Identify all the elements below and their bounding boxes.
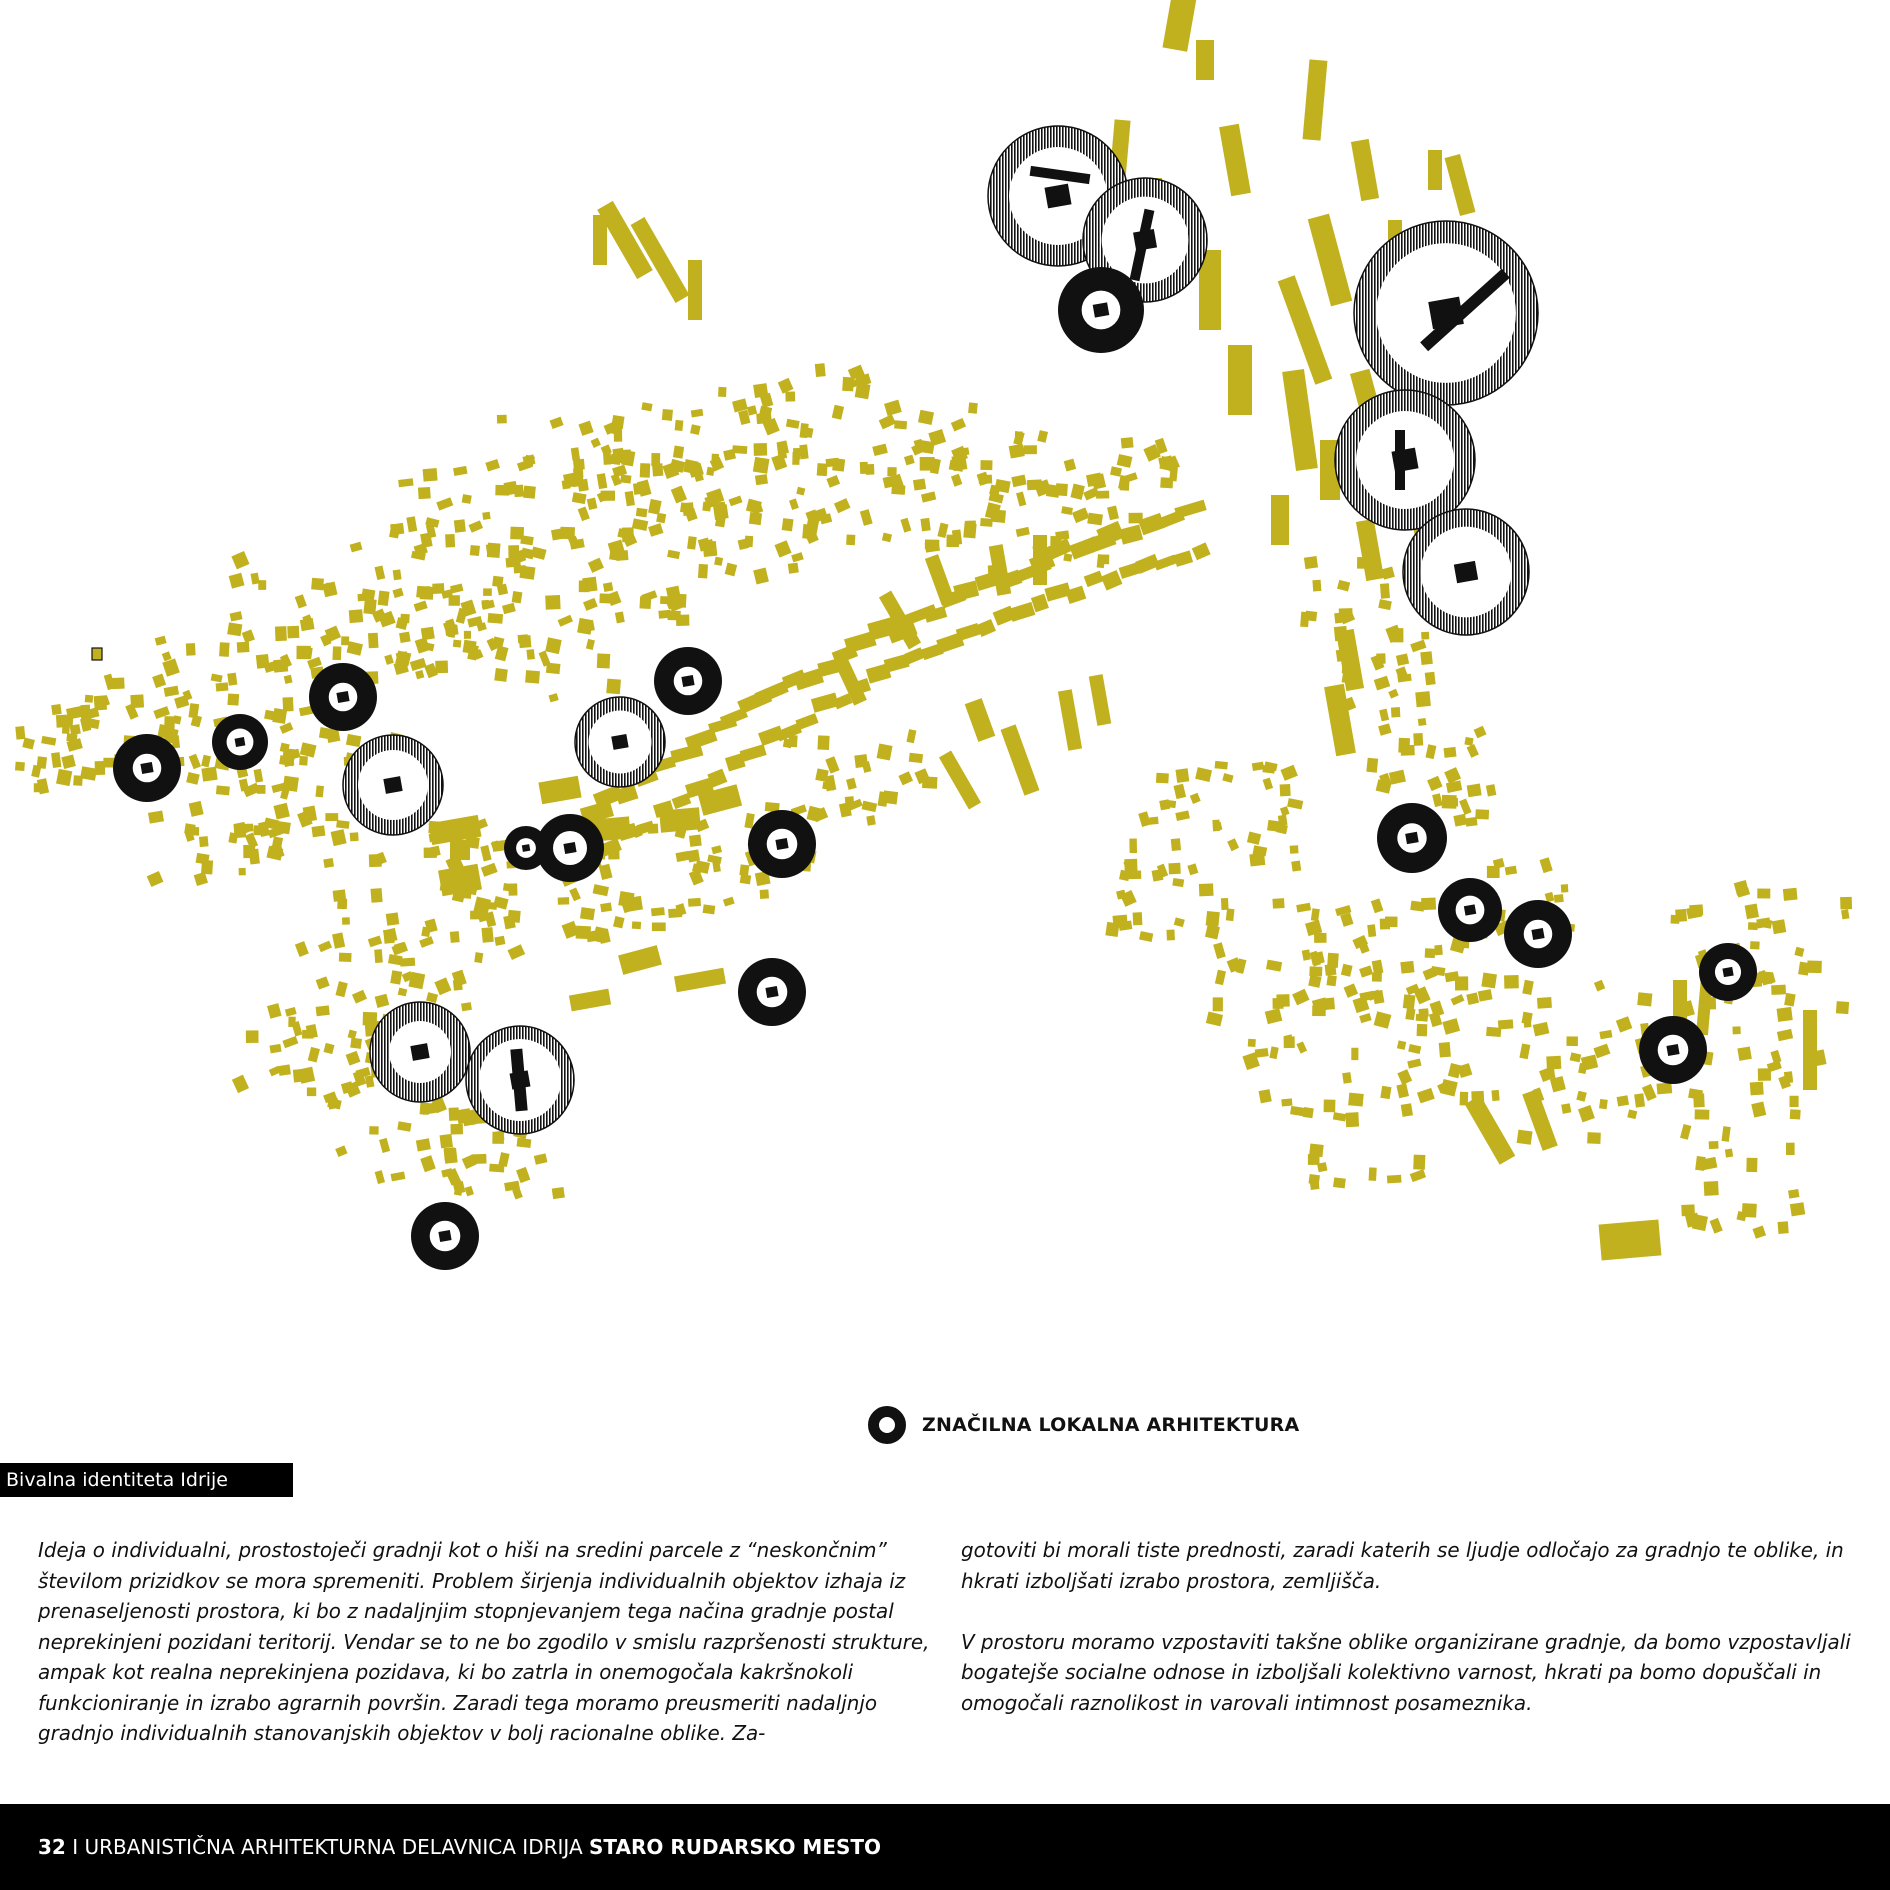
footer-separator: I <box>65 1835 85 1859</box>
footer-title: URBANISTIČNA ARHITEKTURNA DELAVNICA IDRIJA <box>84 1835 589 1859</box>
page-number: 32 <box>38 1835 66 1859</box>
paragraph: V prostoru moramo vzpostaviti takšne oblike organizirane gradnje, da bomo vzpostavljali bogatejše socialne odnose in izboljšali kolektivno varnost, hkrati pa bomo dopuščali in omogočali raznolikost in varovali intimnost posameznika. <box>961 1629 1851 1715</box>
text-column-right <box>961 1535 1863 1718</box>
footer-subtitle: STARO RUDARSKO MESTO <box>589 1835 882 1859</box>
building-footprints <box>15 0 1852 1261</box>
paragraph: Ideja o individualni, prostostoječi gradnji kot o hiši na sredini parcele z “neskončnim” številom prizidkov se mora spremeniti. Problem širjenja individualnih objektov izhaja iz prenaseljenosti prostora, ki bo z nadaljnjim stopnjevanjem tega načina gradnje postal neprekinjeni pozidani teritorij. Vendar se to ne bo zgodilo v smislu razpršenosti strukture, ampak kot realna neprekinjena pozidava, ki bo zatrla in onemogočala kakršnokoli funkcioniranje in izrabo agrarnih površin. Zaradi tega moramo preusmeriti nadaljnjo gradnjo individualnih stanovanjskih objektov v bolj racionalne oblike. Za- <box>38 1538 930 1745</box>
page-footer <box>0 1804 1890 1890</box>
architecture-markers <box>113 126 1757 1270</box>
paragraph: gotoviti bi morali tiste prednosti, zaradi katerih se ljudje odločajo za gradnjo te oblike, in hkrati izboljšati izrabo prostora, zemljišča. <box>961 1538 1844 1593</box>
footer-text <box>38 1830 881 1864</box>
section-tag: Bivalna identiteta Idrije <box>0 1463 293 1497</box>
legend-label: ZNAČILNA LOKALNA ARHITEKTURA <box>922 1414 1300 1436</box>
text-column-left <box>38 1535 940 1749</box>
map-legend <box>868 1405 1299 1445</box>
legend-marker-icon <box>868 1406 906 1444</box>
